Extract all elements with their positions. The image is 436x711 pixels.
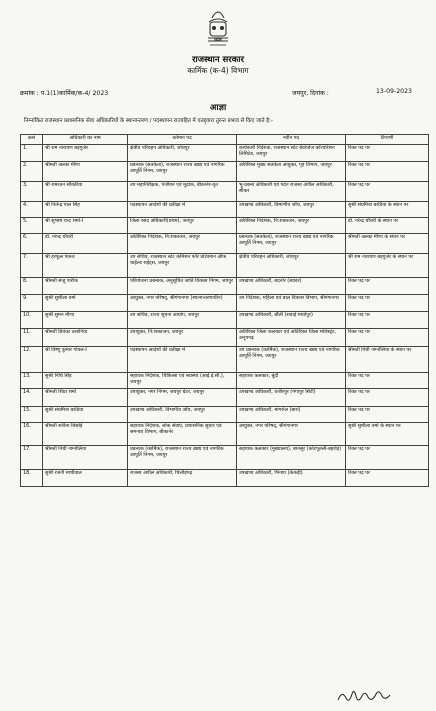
cell-remark: रिक्त पद पर [346, 278, 429, 295]
signature-mark [334, 686, 404, 706]
order-date: 13-09-2023 [376, 88, 412, 95]
government-name: राजस्थान सरकार [192, 55, 244, 65]
cell-current-post: पदस्थापन आदेशों की प्रतीक्षा में [128, 202, 237, 218]
table-header-row [21, 135, 429, 145]
cell-name: श्रीमती संजू पारीक [43, 278, 128, 295]
cell-remark: रिक्त पद पर [346, 162, 429, 182]
department-name: कार्मिक (क-4) विभाग [187, 66, 249, 75]
cell-sno: 15. [21, 407, 43, 423]
transfer-table [20, 134, 429, 487]
cell-remark: रिक्त पद पर [346, 407, 429, 423]
order-title: आज्ञा [209, 103, 227, 113]
cell-current-post: उपायुक्त, नि:शक्तजन, जयपुर [128, 329, 237, 347]
table-row [21, 329, 429, 347]
cell-current-post: अतिरिक्त निदेशक, नि:शक्तजन, जयपुर [128, 234, 237, 254]
table-row [21, 389, 429, 407]
table-row [21, 182, 429, 202]
cell-remark: सुश्री सुशीला वर्मा के स्थान पर [346, 423, 429, 446]
cell-sno: 6. [21, 234, 43, 254]
cell-sno: 1. [21, 145, 43, 162]
table-row [21, 347, 429, 373]
table-row [21, 470, 429, 487]
cell-new-post: अतिरिक्त निदेशक, नि:शक्तजन, जयपुर [237, 218, 346, 234]
cell-remark: रिक्त पद पर [346, 329, 429, 347]
cell-remark: श्री राम नारायण बड़गुर्जर के स्थान पर [346, 254, 429, 278]
cell-current-post: परियोजना प्रबन्धक, अनुसूचित जाति विकास निगम, जयपुर [128, 278, 237, 295]
cell-name: श्रीमती सविना बिश्नोई [43, 423, 128, 446]
cell-new-post: उप प्रबन्धक (कार्मिक), राजस्थान राज्य खाद्य एवं नागरिक आपूर्ति निगम, जयपुर [237, 347, 346, 373]
cell-sno: 7. [21, 254, 43, 278]
cell-name: श्री रामरतन सौंकरिया [43, 182, 128, 202]
cell-name: सुश्री सुशीला वर्मा [43, 295, 128, 312]
table-row [21, 295, 429, 312]
cell-new-post: क्षेत्रीय परिवहन अधिकारी, जोधपुर [237, 254, 346, 278]
cell-name: श्री हरफूल पंकज [43, 254, 128, 278]
table-row [21, 423, 429, 446]
cell-name: श्री विष्णु कुमार गोयल-I [43, 347, 128, 373]
table-row [21, 145, 429, 162]
cell-name: श्री राम नारायण बड़गुर्जर [43, 145, 128, 162]
cell-sno: 18. [21, 470, 43, 487]
cell-new-post: अतिरिक्त जिला कलक्टर एवं अतिरिक्त जिला मजिस्ट्रेट, अनूपगढ़ [237, 329, 346, 347]
cell-new-post: उपखण्ड अधिकारी, वजीरपुर (गंगापुर सिटी) [237, 389, 346, 407]
cell-name: श्री नितेन्द्र पाल सिंह [43, 202, 128, 218]
cell-name: डॉ. नरेन्द्र चौधरी [43, 234, 128, 254]
cell-sno: 17. [21, 446, 43, 470]
cell-new-post: उपखण्ड अधिकारी, बदनोर (ब्यावर) [237, 278, 346, 295]
table-row [21, 278, 429, 295]
cell-sno: 11. [21, 329, 43, 347]
table-row [21, 162, 429, 182]
cell-new-post: उप निदेशक, महिला एवं बाल विकास विभाग, श्रीगंगानगर [237, 295, 346, 312]
cell-sno: 3. [21, 182, 43, 202]
cell-current-post: प्रबन्धक (कार्मिक), राजस्थान राज्य खाद्य एवं नागरिक आपूर्ति निगम, जयपुर [128, 446, 237, 470]
cell-current-post: उप सचिव, राज्य सूचना आयोग, जयपुर [128, 312, 237, 329]
cell-current-post: जिला रसद अधिकारी(प्रथम), जयपुर [128, 218, 237, 234]
cell-remark: रिक्त पद पर [346, 295, 429, 312]
table-row [21, 373, 429, 389]
cell-remark: श्रीमती निधी नाग्नोलिया के स्थान पर [346, 347, 429, 373]
cell-current-post: प्रबन्धक (सतर्कता), राजस्थान राज्य खाद्य एवं नागरिक आपूर्ति निगम, जयपुर [128, 162, 237, 182]
table-row [21, 254, 429, 278]
cell-current-post: पदस्थापन आदेशों की प्रतीक्षा में [128, 347, 237, 373]
cell-name: श्रीमती अल्का मीणा [43, 162, 128, 182]
cell-new-post: सहायक कलक्टर, बूंदी [237, 373, 346, 389]
cell-name: श्रीमती निधी नाग्नोलिया [43, 446, 128, 470]
cell-new-post: अतिरिक्त मुख्य सतर्कता आयुक्त, गृह विभाग, जयपुर [237, 162, 346, 182]
cell-remark: रिक्त पद पर [346, 373, 429, 389]
cell-sno: 16. [21, 423, 43, 446]
cell-remark: रिक्त पद पर [346, 312, 429, 329]
table-row [21, 218, 429, 234]
cell-current-post: राजस्व अपील अधिकारी, चित्तौड़गढ़ [128, 470, 237, 487]
col-header-current-post: वर्तमान पद [128, 135, 237, 145]
cell-sno: 12. [21, 347, 43, 373]
cell-name: सुश्री संघमित्रा बरडिया [43, 407, 128, 423]
cell-current-post: सहायक निदेशक, चिकित्सा एवं स्वास्थ्य (आई.ई.सी.), जयपुर [128, 373, 237, 389]
cell-sno: 4. [21, 202, 43, 218]
cell-sno: 13. [21, 373, 43, 389]
cell-current-post: सहायक निदेशक, लोक सेवाएं, प्रशासनिक सुधार एवं समन्वय विभाग, बीकानेर [128, 423, 237, 446]
cell-remark: डॉ. नरेन्द्र चौधरी के स्थान पर [346, 218, 429, 234]
col-header-new-post: नवीन पद [237, 135, 346, 145]
table-row [21, 234, 429, 254]
cell-name: सुश्री सुमन मीणा [43, 312, 128, 329]
col-header-remark: टिप्पणी [346, 135, 429, 145]
cell-name: श्रीमती शिप्रा शर्मा [43, 389, 128, 407]
cell-name: सुश्री निधि सिंह [43, 373, 128, 389]
col-header-name: अधिकारी का नाम [43, 135, 128, 145]
cell-remark: रिक्त पद पर [346, 446, 429, 470]
table-row [21, 407, 429, 423]
cell-remark: रिक्त पद पर [346, 145, 429, 162]
cell-new-post: आयुक्त, नगर परिषद्, श्रीगंगानगर [237, 423, 346, 446]
cell-remark: श्रीमती अल्का मीणा के स्थान पर [346, 234, 429, 254]
cell-sno: 9. [21, 295, 43, 312]
cell-remark: सुश्री संघमित्रा बरडिया के स्थान पर [346, 202, 429, 218]
place-date-label: जयपुर, दिनांक : [292, 90, 329, 97]
table-row [21, 202, 429, 218]
cell-remark: रिक्त पद पर [346, 389, 429, 407]
cell-new-post: सहायक कलक्टर (मुख्यालय), बानसूर (कोटपूतली-बहरोड़) [237, 446, 346, 470]
cell-name: श्रीमती प्रियंका तलानिया [43, 329, 128, 347]
cell-remark: रिक्त पद पर [346, 470, 429, 487]
cell-name: श्री सुभाष चन्द शर्मा-I [43, 218, 128, 234]
cell-sno: 2. [21, 162, 43, 182]
cell-current-post: उपखण्ड अधिकारी, विभागीय जाँच, जयपुर [128, 407, 237, 423]
cell-sno: 8. [21, 278, 43, 295]
cell-new-post: उपखण्ड अधिकारी, भिनाय (केकड़ी) [237, 470, 346, 487]
cell-new-post: उपखण्ड अधिकारी, मांगरोल (बारां) [237, 407, 346, 423]
table-row [21, 312, 429, 329]
cell-current-post: आयुक्त, नगर परिषद्, श्रीगंगानगर (स्थानान्तरणाधीन) [128, 295, 237, 312]
cell-new-post: उपखण्ड अधिकारी, विमाणीय जाँच, जयपुर [237, 202, 346, 218]
cell-sno: 14. [21, 389, 43, 407]
cell-name: सुश्री रजनी माथीवाल [43, 470, 128, 487]
state-emblem-icon [200, 4, 236, 50]
cell-sno: 5. [21, 218, 43, 234]
cell-current-post: उप सचिव, राजस्थान स्टेट कमिशन फॉर प्रोटेक्शन ऑफ चाईल्ड राईट्स, जयपुर [128, 254, 237, 278]
cell-new-post: उपखण्ड अधिकारी, बौंली (सवाई माधोपुर) [237, 312, 346, 329]
cell-current-post: उपायुक्त, नगर निगम, जयपुर ग्रेटर, जयपुर [128, 389, 237, 407]
col-header-sno: क्रसं [21, 135, 43, 145]
cell-current-post: क्षेत्रीय परिवहन अधिकारी, जोधपुर [128, 145, 237, 162]
cell-new-post: प्रबन्धक (सतर्कता), राजस्थान राज्य खाद्य एवं नागरिक आपूर्ति निगम, जयपुर [237, 234, 346, 254]
order-number: क्रमांक : प.1(1)कार्मिक/क-4/ 2023 [20, 90, 109, 97]
cell-new-post: भू-प्रबन्ध अधिकारी एवं पदेन राजस्व अपील अधिकारी, सीकर [237, 182, 346, 202]
cell-current-post: उप महानिरीक्षक, पंजीयन एवं मुद्रांक, बीकानेर-वृत [128, 182, 237, 202]
table-row [21, 446, 429, 470]
order-intro: निम्नांकित राजस्थान प्रशासनिक सेवा अधिकारियों के स्थानान्तरण / पदस्थापन राज्यहित में एतद्द्वारा तुरन्त प्रभाव से किए जाते है:- [24, 118, 273, 124]
cell-new-post: कार्यकारी निदेशक, राजस्थान स्टेट बेवरेजेज कॉरपोरेशन लिमिटेड, जयपुर [237, 145, 346, 162]
cell-sno: 10. [21, 312, 43, 329]
cell-remark: रिक्त पद पर [346, 182, 429, 202]
